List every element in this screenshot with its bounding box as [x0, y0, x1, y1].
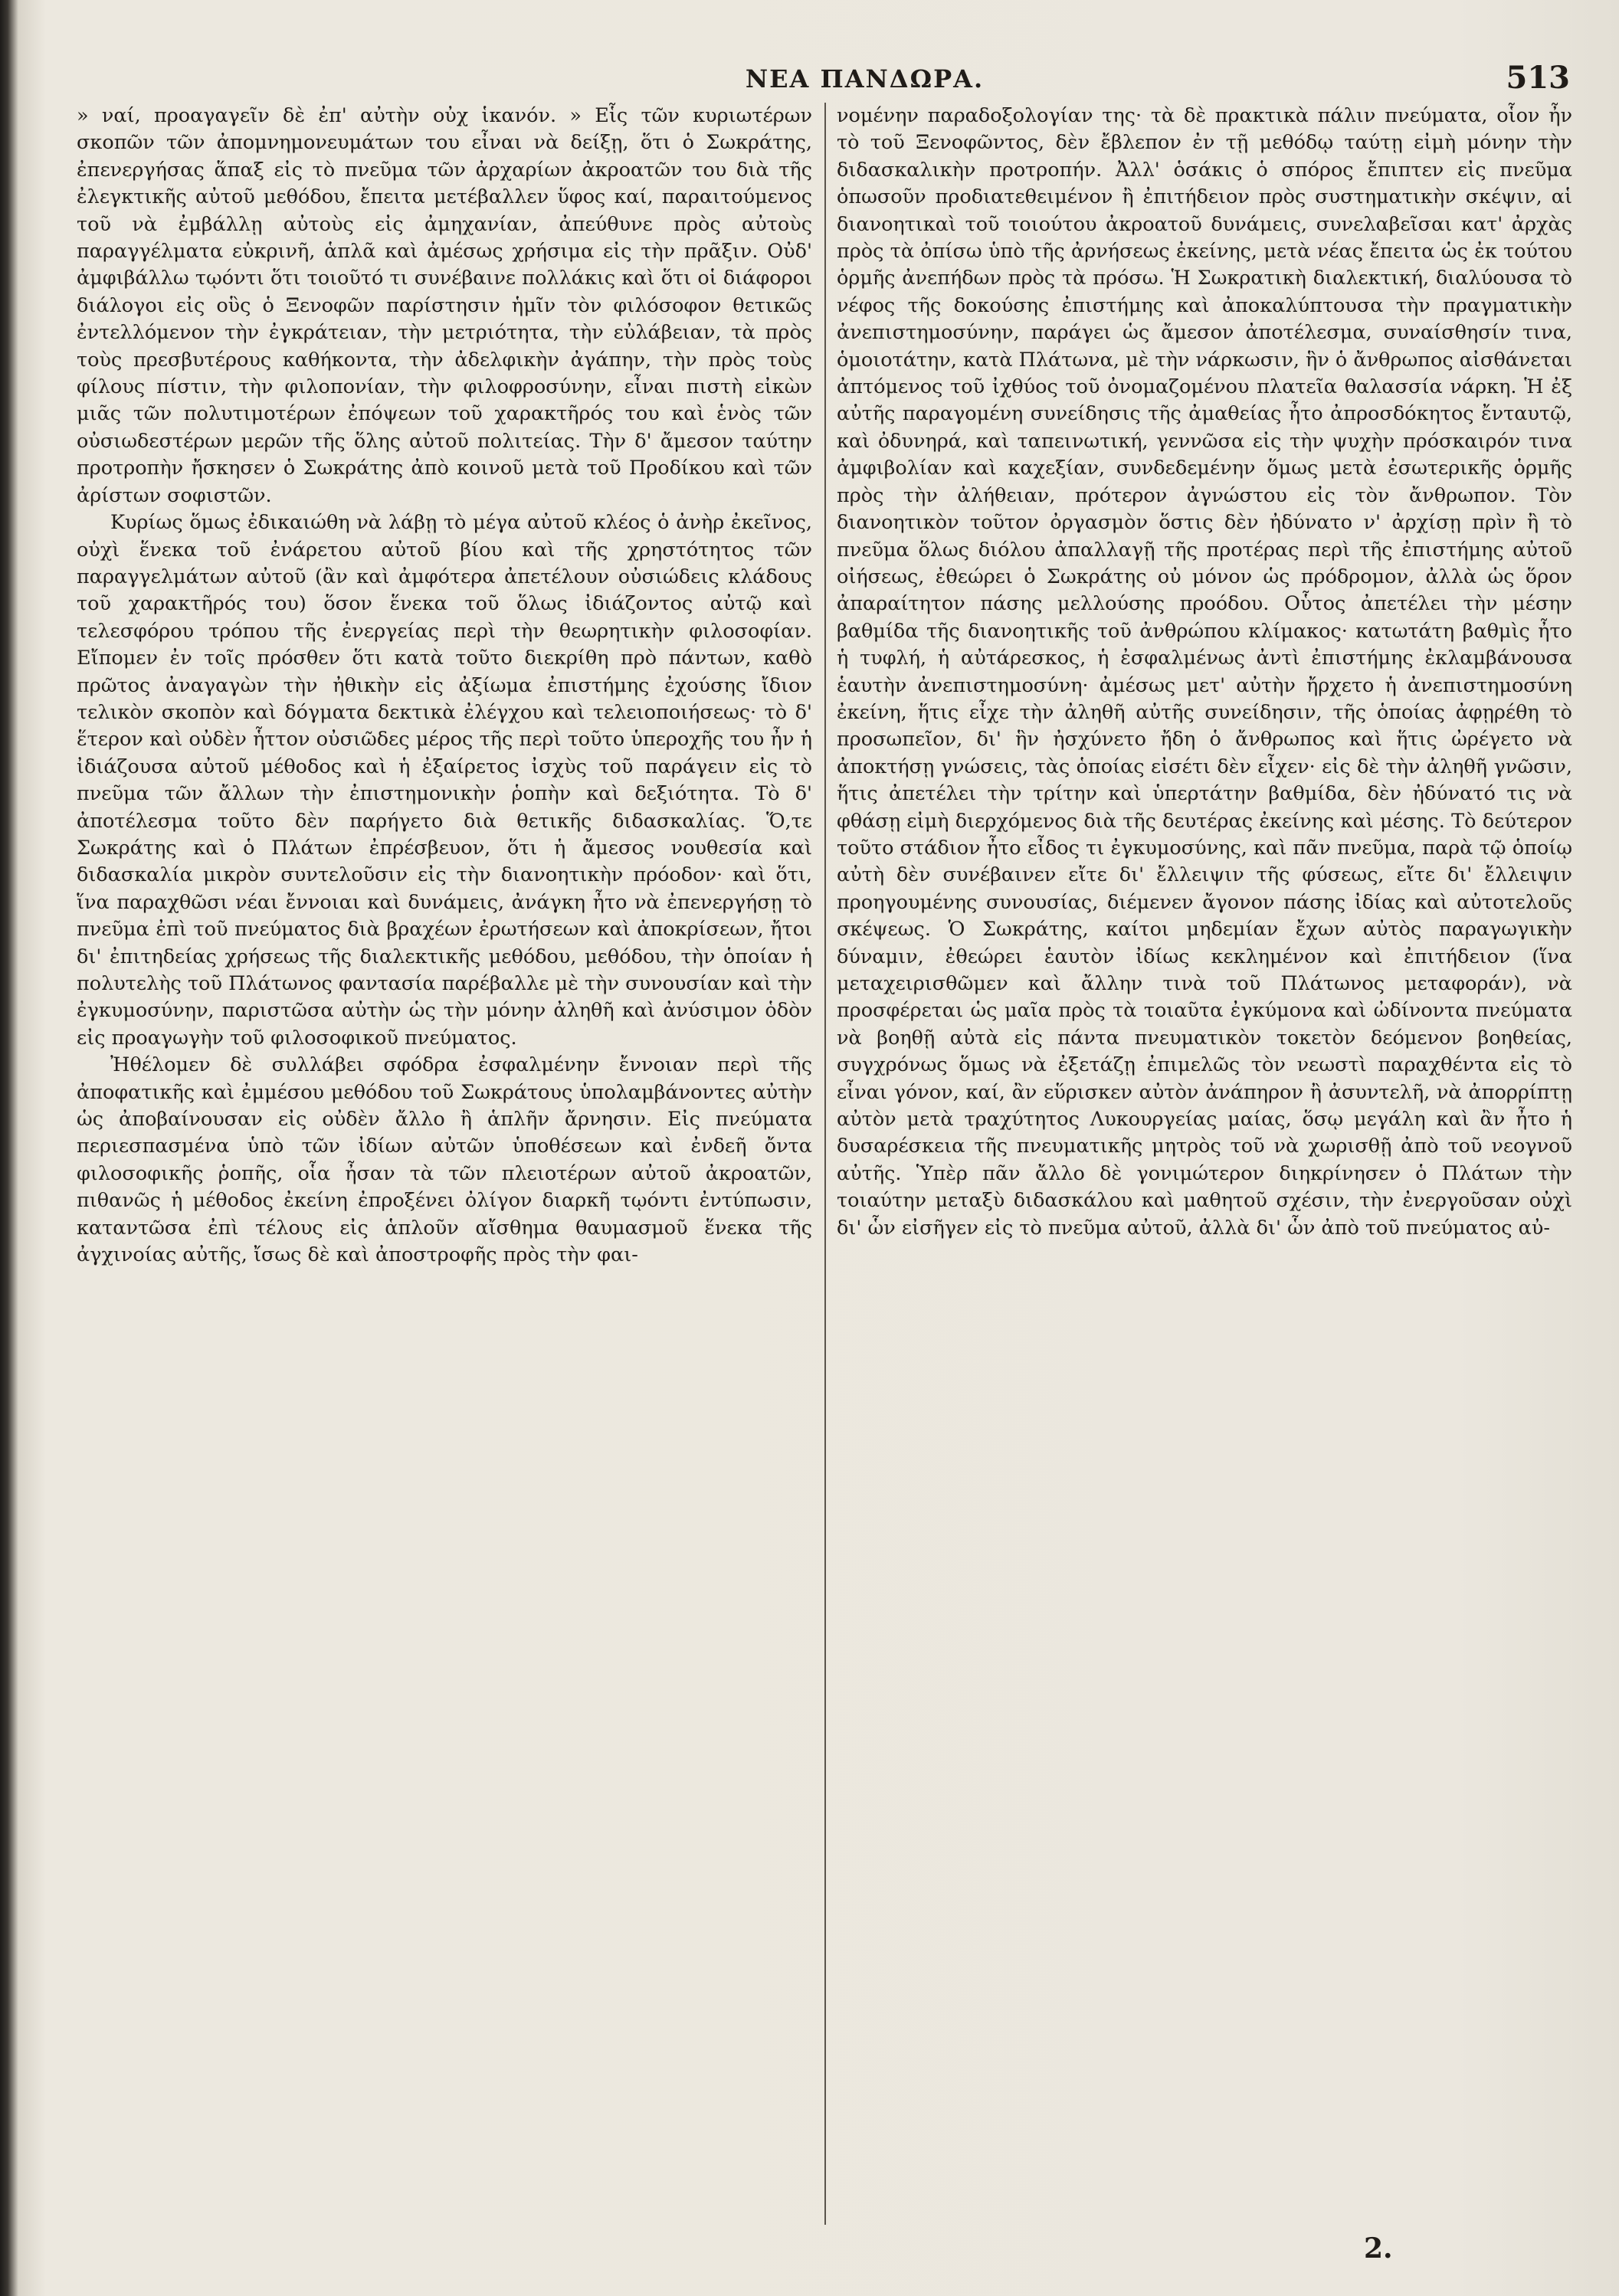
left-paragraph-1: » ναί, προαγαγεῖν δὲ ἐπ' αὐτὴν οὐχ ἱκανόν. » Εἷς τῶν κυριωτέρων σκοπῶν τῶν ἀπομνημονευμάτων του εἶναι νὰ δείξῃ, ὅτι ὁ Σωκράτης, ἐπενεργήσας ἅπαξ εἰς τὸ πνεῦμα τῶν ἀρχαρίων ἀκροατῶν του διὰ τῆς ἐλεγκτικῆς αὐτοῦ μεθόδου, ἔπειτα μετέβαλλεν ὕφος καί, παραιτούμενος τοῦ νὰ ἐμβάλλῃ αὐτοὺς εἰς ἀμηχανίαν, ἀπεύθυνε πρὸς αὐτοὺς παραγγέλματα εὐκρινῆ, ἁπλᾶ καὶ ἀμέσως χρήσιμα εἰς τὴν πρᾶξιν. Οὐδ' ἀμφιβάλλω τῳόντι ὅτι τοιοῦτό τι συνέβαινε πολλάκις καὶ ὅτι οἱ διάφοροι διάλογοι εἰς οὓς ὁ Ξενοφῶν παρίστησιν ἡμῖν τὸν φιλόσοφον θετικῶς ἐντελλόμενον τὴν ἐγκράτειαν, τὴν μετριότητα, τὴν εὐλάβειαν, τὰ πρὸς τοὺς πρεσβυτέρους καθήκοντα, τὴν ἀδελφικὴν ἀγάπην, τὴν πρὸς τοὺς φίλους πίστιν, τὴν φιλοπονίαν, τὴν φιλοφροσύνην, εἶναι πιστὴ εἰκὼν μιᾶς τῶν πολυτιμοτέρων ἐπόψεων τοῦ χαρακτῆρός του καὶ ἑνὸς τῶν οὐσιωδεστέρων μερῶν τῆς ὅλης αὐτοῦ πολιτείας. Τὴν δ' ἄμεσον ταύτην προτροπὴν ἤσκησεν ὁ Σωκράτης ἀπὸ κοινοῦ μετὰ τοῦ Προδίκου καὶ τῶν ἀρίστων σοφιστῶν.: [77, 104, 812, 507]
text-columns: [77, 103, 1572, 2225]
running-title: ΝΕΑ ΠΑΝΔΩΡΑ.: [745, 64, 985, 93]
page-header: [49, 60, 1573, 103]
right-column: [837, 103, 1572, 2225]
left-paragraph-3: Ἠθέλομεν δὲ συλλάβει σφόδρα ἐσφαλμένην ἔννοιαν περὶ τῆς ἀποφατικῆς καὶ ἐμμέσου μεθόδου τοῦ Σωκράτους ὑπολαμβάνοντες αὐτὴν ὡς ἀποβαίνουσαν εἰς οὐδὲν ἄλλο ἢ ἁπλῆν ἄρνησιν. Εἰς πνεύματα περιεσπασμένα ὑπὸ τῶν ἰδίων αὐτῶν ὑποθέσεων καὶ ἐνδεῆ ὄντα φιλοσοφικῆς ῥοπῆς, οἷα ἦσαν τὰ τῶν πλειοτέρων αὐτοῦ ἀκροατῶν, πιθανῶς ἡ μέθοδος ἐκείνη ἐπροξένει ὀλίγον διαρκῆ τῳόντι ἐντύπωσιν, καταντῶσα ἐπὶ τέλους εἰς ἁπλοῦν αἴσθημα θαυμασμοῦ ἕνεκα τῆς ἀγχινοίας αὐτῆς, ἴσως δὲ καὶ ἀποστροφῆς πρὸς τὴν φαι-: [77, 1053, 812, 1267]
left-paragraph-2: Κυρίως ὅμως ἐδικαιώθη νὰ λάβῃ τὸ μέγα αὐτοῦ κλέος ὁ ἀνὴρ ἐκεῖνος, οὐχὶ ἕνεκα τοῦ ἐνάρετου αὐτοῦ βίου καὶ τῆς χρηστότητος τῶν παραγγελμάτων αὐτοῦ (ἂν καὶ ἀμφότερα ἀπετέλουν οὐσιώδεις κλάδους τοῦ χαρακτῆρός του) ὅσον ἕνεκα τοῦ ὅλως ἰδιάζοντος αὐτῷ καὶ τελεσφόρου τρόπου τῆς ἐνεργείας περὶ τὴν θεωρητικὴν φιλοσοφίαν. Εἴπομεν ἐν τοῖς πρόσθεν ὅτι κατὰ τοῦτο διεκρίθη πρὸ πάντων, καθὸ πρῶτος ἀναγαγὼν τὴν ἠθικὴν εἰς ἀξίωμα ἐπιστήμης ἐχούσης ἴδιον τελικὸν σκοπὸν καὶ δόγματα δεκτικὰ ἐλέγχου καὶ τελειοποιήσεως· τὸ δ' ἕτερον καὶ οὐδὲν ἧττον οὐσιῶδες μέρος τῆς περὶ τοῦτο ὑπεροχῆς του ἦν ἡ ἰδιάζουσα αὐτοῦ μέθοδος καὶ ἡ ἐξαίρετος ἰσχὺς τοῦ παράγειν εἰς τὸ πνεῦμα τῶν ἄλλων τὴν ἐπιστημονικὴν ῥοπὴν καὶ δεξιότητα. Τὸ δ' ἀποτέλεσμα τοῦτο δὲν παρήγετο διὰ θετικῆς διδασκαλίας. Ὅ,τε Σωκράτης καὶ ὁ Πλάτων ἐπρέσβευον, ὅτι ἡ ἄμεσος νουθεσία καὶ διδασκαλία μικρὸν συντελοῦσιν εἰς τὴν διανοητικὴν πρόοδον· καὶ ὅτι, ἵνα παραχθῶσι νέαι ἔννοιαι καὶ δυνάμεις, ἀνάγκη ἦτο νὰ ἐπενεργήσῃ τὸ πνεῦμα ἐπὶ τοῦ πνεύματος διὰ βραχέων ἐρωτήσεων καὶ ἀποκρίσεων, ἤτοι δι' ἐπιτηδείας χρήσεως τῆς διαλεκτικῆς μεθόδου, μεθόδου, τὴν ὁποίαν ἡ πολυτελὴς τοῦ Πλάτωνος φαντασία παρέβαλλε μὲ τὴν συνουσίαν καὶ τὴν ἐγκυμοσύνην, παριστῶσα αὐτὴν ὡς τὴν μόνην ἀληθῆ καὶ ἀνύσιμον ὁδὸν εἰς προαγωγὴν τοῦ φιλοσοφικοῦ πνεύματος.: [77, 511, 812, 1050]
page-number: 513: [1506, 60, 1570, 96]
signature-mark: 2.: [1364, 2232, 1393, 2265]
left-column: [77, 103, 812, 2225]
right-paragraph-1: νομένην παραδοξολογίαν της· τὰ δὲ πρακτικὰ πάλιν πνεύματα, οἷον ἦν τὸ τοῦ Ξενοφῶντος, δὲν ἔβλεπον ἐν τῇ μεθόδῳ ταύτῃ εἰμὴ μόνην τὴν διδασκαλικὴν προτροπήν. Ἀλλ' ὁσάκις ὁ σπόρος ἔπιπτεν εἰς πνεῦμα ὁπωσοῦν προδιατεθειμένον ἢ ἐπιτήδειον πρὸς συστηματικὴν σκέψιν, αἱ διανοητικαὶ τοῦ τοιούτου ἀκροατοῦ δυνάμεις, συνελαβεῖσαι κατ' ἀρχὰς πρὸς τὰ ὀπίσω ὑπὸ τῆς ἀρνήσεως ἐκείνης, μετὰ νέας ἔπειτα ὡς ἐκ τούτου ὁρμῆς ἀνεπήδων πρὸς τὰ πρόσω. Ἡ Σωκρατικὴ διαλεκτική, διαλύουσα τὸ νέφος τῆς δοκούσης ἐπιστήμης καὶ ἀποκαλύπτουσα τὴν πραγματικὴν ἀνεπιστημοσύνην, παράγει ὡς ἄμεσον ἀποτέλεσμα, συναίσθησίν τινα, ὁμοιοτάτην, κατὰ Πλάτωνα, μὲ τὴν νάρκωσιν, ἣν ὁ ἄνθρωπος αἰσθάνεται ἀπτόμενος τοῦ ἰχθύος τοῦ ὀνομαζομένου πλατεῖα θαλασσία νάρκη. Ἡ ἐξ αὐτῆς παραγομένη συνείδησις τῆς ἀμαθείας ἦτο ἀπροσδόκητος ἔνταυτῷ, καὶ ὀδυνηρά, καὶ ταπεινωτική, γεννῶσα εἰς τὴν ψυχὴν πρόσκαιρόν τινα ἀμφιβολίαν καὶ καχεξίαν, συνδεδεμένην ὅμως μετὰ ἐσωτερικῆς ὁρμῆς πρὸς τὴν ἀλήθειαν, πρότερον ἀγνώστου εἰς τὸν ἄνθρωπον. Τὸν διανοητικὸν τοῦτον ὀργασμὸν ὅστις δὲν ἠδύνατο ν' ἀρχίσῃ πρὶν ἢ τὸ πνεῦμα ὅλως διόλου ἀπαλλαγῇ τῆς προτέρας περὶ τῆς ἐπιστήμης αὐτοῦ οἰήσεως, ἐθεώρει ὁ Σωκράτης οὐ μόνον ὡς πρόδρομον, ἀλλὰ ὡς ὅρον ἀπαραίτητον πάσης μελλούσης προόδου. Οὗτος ἀπετέλει τὴν μέσην βαθμίδα τῆς διανοητικῆς τοῦ ἀνθρώπου κλίμακος· κατωτάτη βαθμὶς ἦτο ἡ τυφλή, ἡ αὐτάρεσκος, ἡ ἐσφαλμένως ἀντὶ ἐπιστήμης ἐκλαμβάνουσα ἑαυτὴν ἀνεπιστημοσύνη· ἀμέσως μετ' αὐτὴν ἤρχετο ἡ ἀνεπιστημοσύνη ἐκείνη, ἥτις εἶχε τὴν ἀληθῆ αὐτῆς συνείδησιν, τῆς ὁποίας ἀφῃρέθη τὸ προσωπεῖον, δι' ἣν ἠσχύνετο ἤδη ὁ ἄνθρωπος καὶ ἥτις ὠρέγετο νὰ ἀποκτήσῃ γνώσεις, τὰς ὁποίας εἰσέτι δὲν εἶχεν· εἰς δὲ τὴν ἀληθῆ γνῶσιν, ἥτις ἀπετέλει τὴν τρίτην καὶ ὑπερτάτην βαθμίδα, δὲν ἠδύνατό τις νὰ φθάσῃ εἰμὴ διερχόμενος διὰ τῆς δευτέρας ἐκείνης καὶ μέσης. Τὸ δεύτερον τοῦτο στάδιον ἦτο εἶδος τι ἐγκυμοσύνης, καὶ πᾶν πνεῦμα, παρὰ τῷ ὁποίῳ αὐτὴ δὲν συνέβαινεν εἴτε δι' ἔλλειψιν τῆς φύσεως, εἴτε δι' ἔλλειψιν προηγουμένης συνουσίας, διέμενεν ἄγονον πάσης ἰδίας καὶ αὐτοτελοῦς σκέψεως. Ὁ Σωκράτης, καίτοι μηδεμίαν ἔχων αὐτὸς παραγωγικὴν δύναμιν, ἐθεώρει ἑαυτὸν ἰδίως κεκλημένον καὶ ἐπιτήδειον (ἵνα μεταχειρισθῶμεν καὶ ἄλλην τινὰ τοῦ Πλάτωνος μεταφοράν), νὰ προσφέρεται ὡς μαῖα πρὸς τὰ τοιαῦτα ἐγκύμονα καὶ ὠδίνοντα πνεύματα νὰ βοηθῇ αὐτὰ εἰς πάντα πνευματικὸν τοκετὸν δεόμενον βοηθείας, συγχρόνως ὅμως νὰ ἐξετάζῃ ἐπιμελῶς τὸν νεωστὶ παραχθέντα εἰς τὸ εἶναι γόνον, καί, ἂν εὕρισκεν αὐτὸν ἀνάπηρον ἢ ἀσυντελῆ, νὰ ἀπορρίπτῃ αὐτὸν μετὰ τραχύτητος Λυκουργείας μαίας, ὅσῳ μεγάλη καὶ ἂν ἦτο ἡ δυσαρέσκεια τῆς πνευματικῆς μητρὸς τοῦ νὰ χωρισθῇ ἀπὸ τοῦ νεογνοῦ αὐτῆς. Ὑπὲρ πᾶν ἄλλο δὲ γονιμώτερον διηκρίνησεν ὁ Πλάτων τὴν τοιαύτην μεταξὺ διδασκάλου καὶ μαθητοῦ σχέσιν, τὴν ἐνεργοῦσαν οὐχὶ δι' ὧν εἰσῆγεν εἰς τὸ πνεῦμα αὐτοῦ, ἀλλὰ δι' ὧν ἀπὸ τοῦ πνεύματος αὐ-: [837, 104, 1572, 1240]
